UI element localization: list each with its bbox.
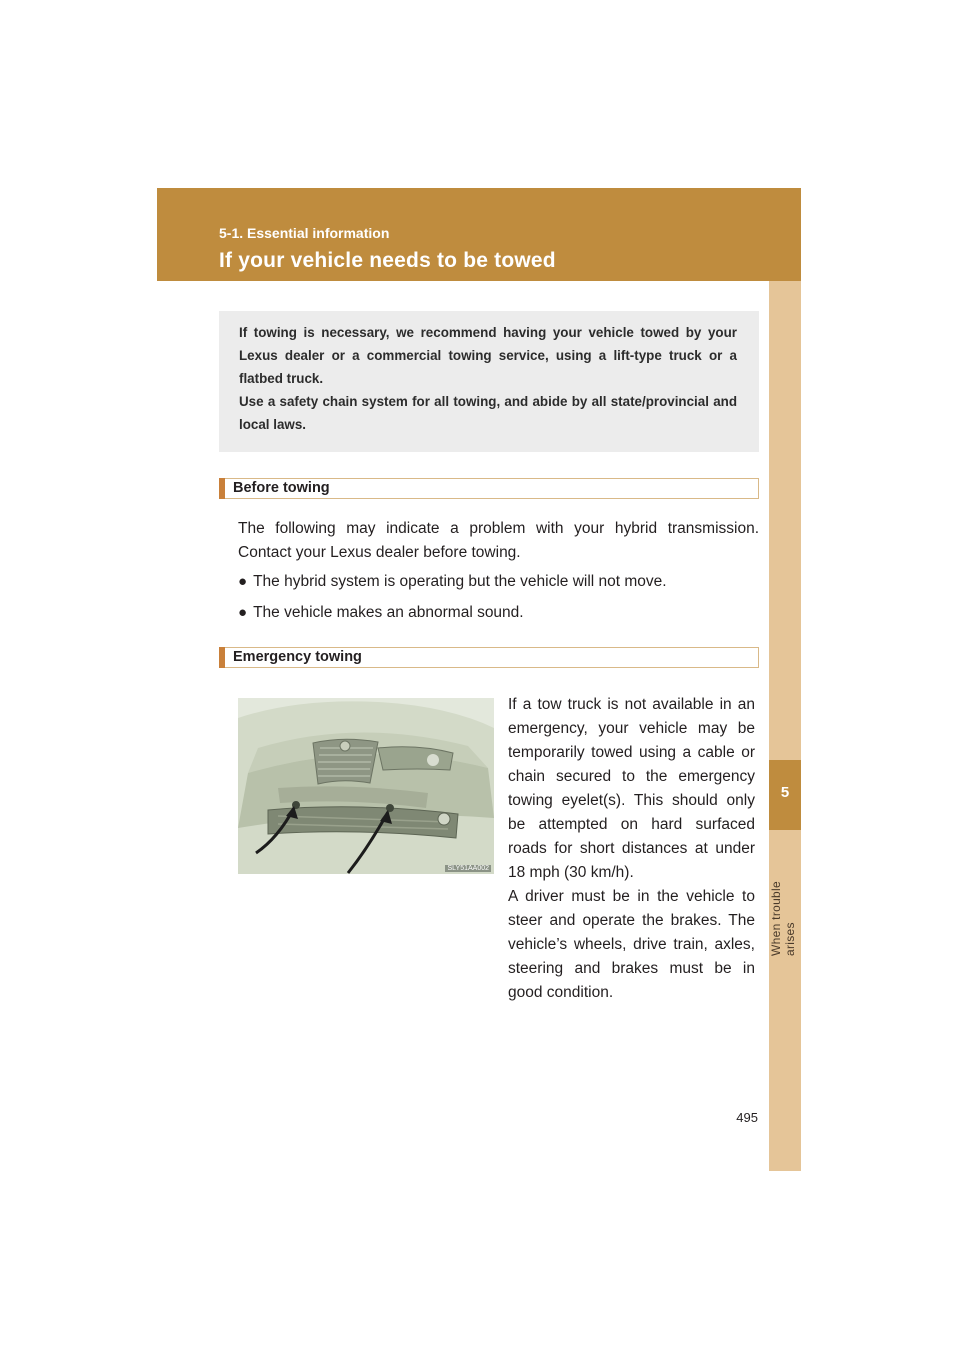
- bullet-text: The hybrid system is operating but the vehicle will not move.: [253, 573, 667, 590]
- bullet-icon: ●: [238, 604, 248, 621]
- heading-text: Before towing: [233, 480, 330, 496]
- heading-emergency-towing: [219, 647, 759, 668]
- page-title: If your vehicle needs to be towed: [219, 249, 556, 272]
- bullet-icon: ●: [238, 573, 248, 590]
- intro-box: [219, 311, 759, 452]
- chapter-number: 5: [780, 784, 790, 801]
- heading-text: Emergency towing: [233, 649, 362, 665]
- bullet-item: [238, 573, 667, 591]
- bullet-item: [238, 604, 524, 622]
- heading-before-towing: [219, 478, 759, 499]
- bullet-text: The vehicle makes an abnormal sound.: [253, 604, 524, 621]
- page-number: 495: [736, 1110, 758, 1125]
- heading-marker: [219, 647, 225, 668]
- towing-eyelet-illustration: [238, 698, 494, 874]
- heading-marker: [219, 478, 225, 499]
- emergency-towing-text: If a tow truck is not available in an emergency, your vehicle may be temporarily towed using a cable or chain secured to the emergency towing eyelet(s). This should only be attempted on hard surfaced roads for short distances at under 18 mph (30 km/h).: [508, 696, 755, 881]
- chapter-title: When trouble arises: [769, 881, 797, 956]
- car-front-illustration: [238, 698, 494, 874]
- section-label: 5-1. Essential information: [219, 225, 390, 241]
- before-towing-text: The following may indicate a problem with your hybrid transmission. Contact your Lexus dealer before towing.: [238, 520, 759, 561]
- intro-text: If towing is necessary, we recommend having your vehicle towed by your Lexus dealer or a commercial towing service, using a lift-type truck or a flatbed truck.: [239, 325, 737, 386]
- driver-requirement-text: A driver must be in the vehicle to steer and operate the brakes. The vehicle’s wheels, drive train, axles, steering and brakes must be in good condition.: [508, 888, 755, 1001]
- figure-code: SLY51AA002: [447, 865, 489, 872]
- intro-text-safety: Use a safety chain system for all towing, and abide by all state/provincial and local laws.: [239, 394, 737, 432]
- side-band-top: [769, 188, 801, 281]
